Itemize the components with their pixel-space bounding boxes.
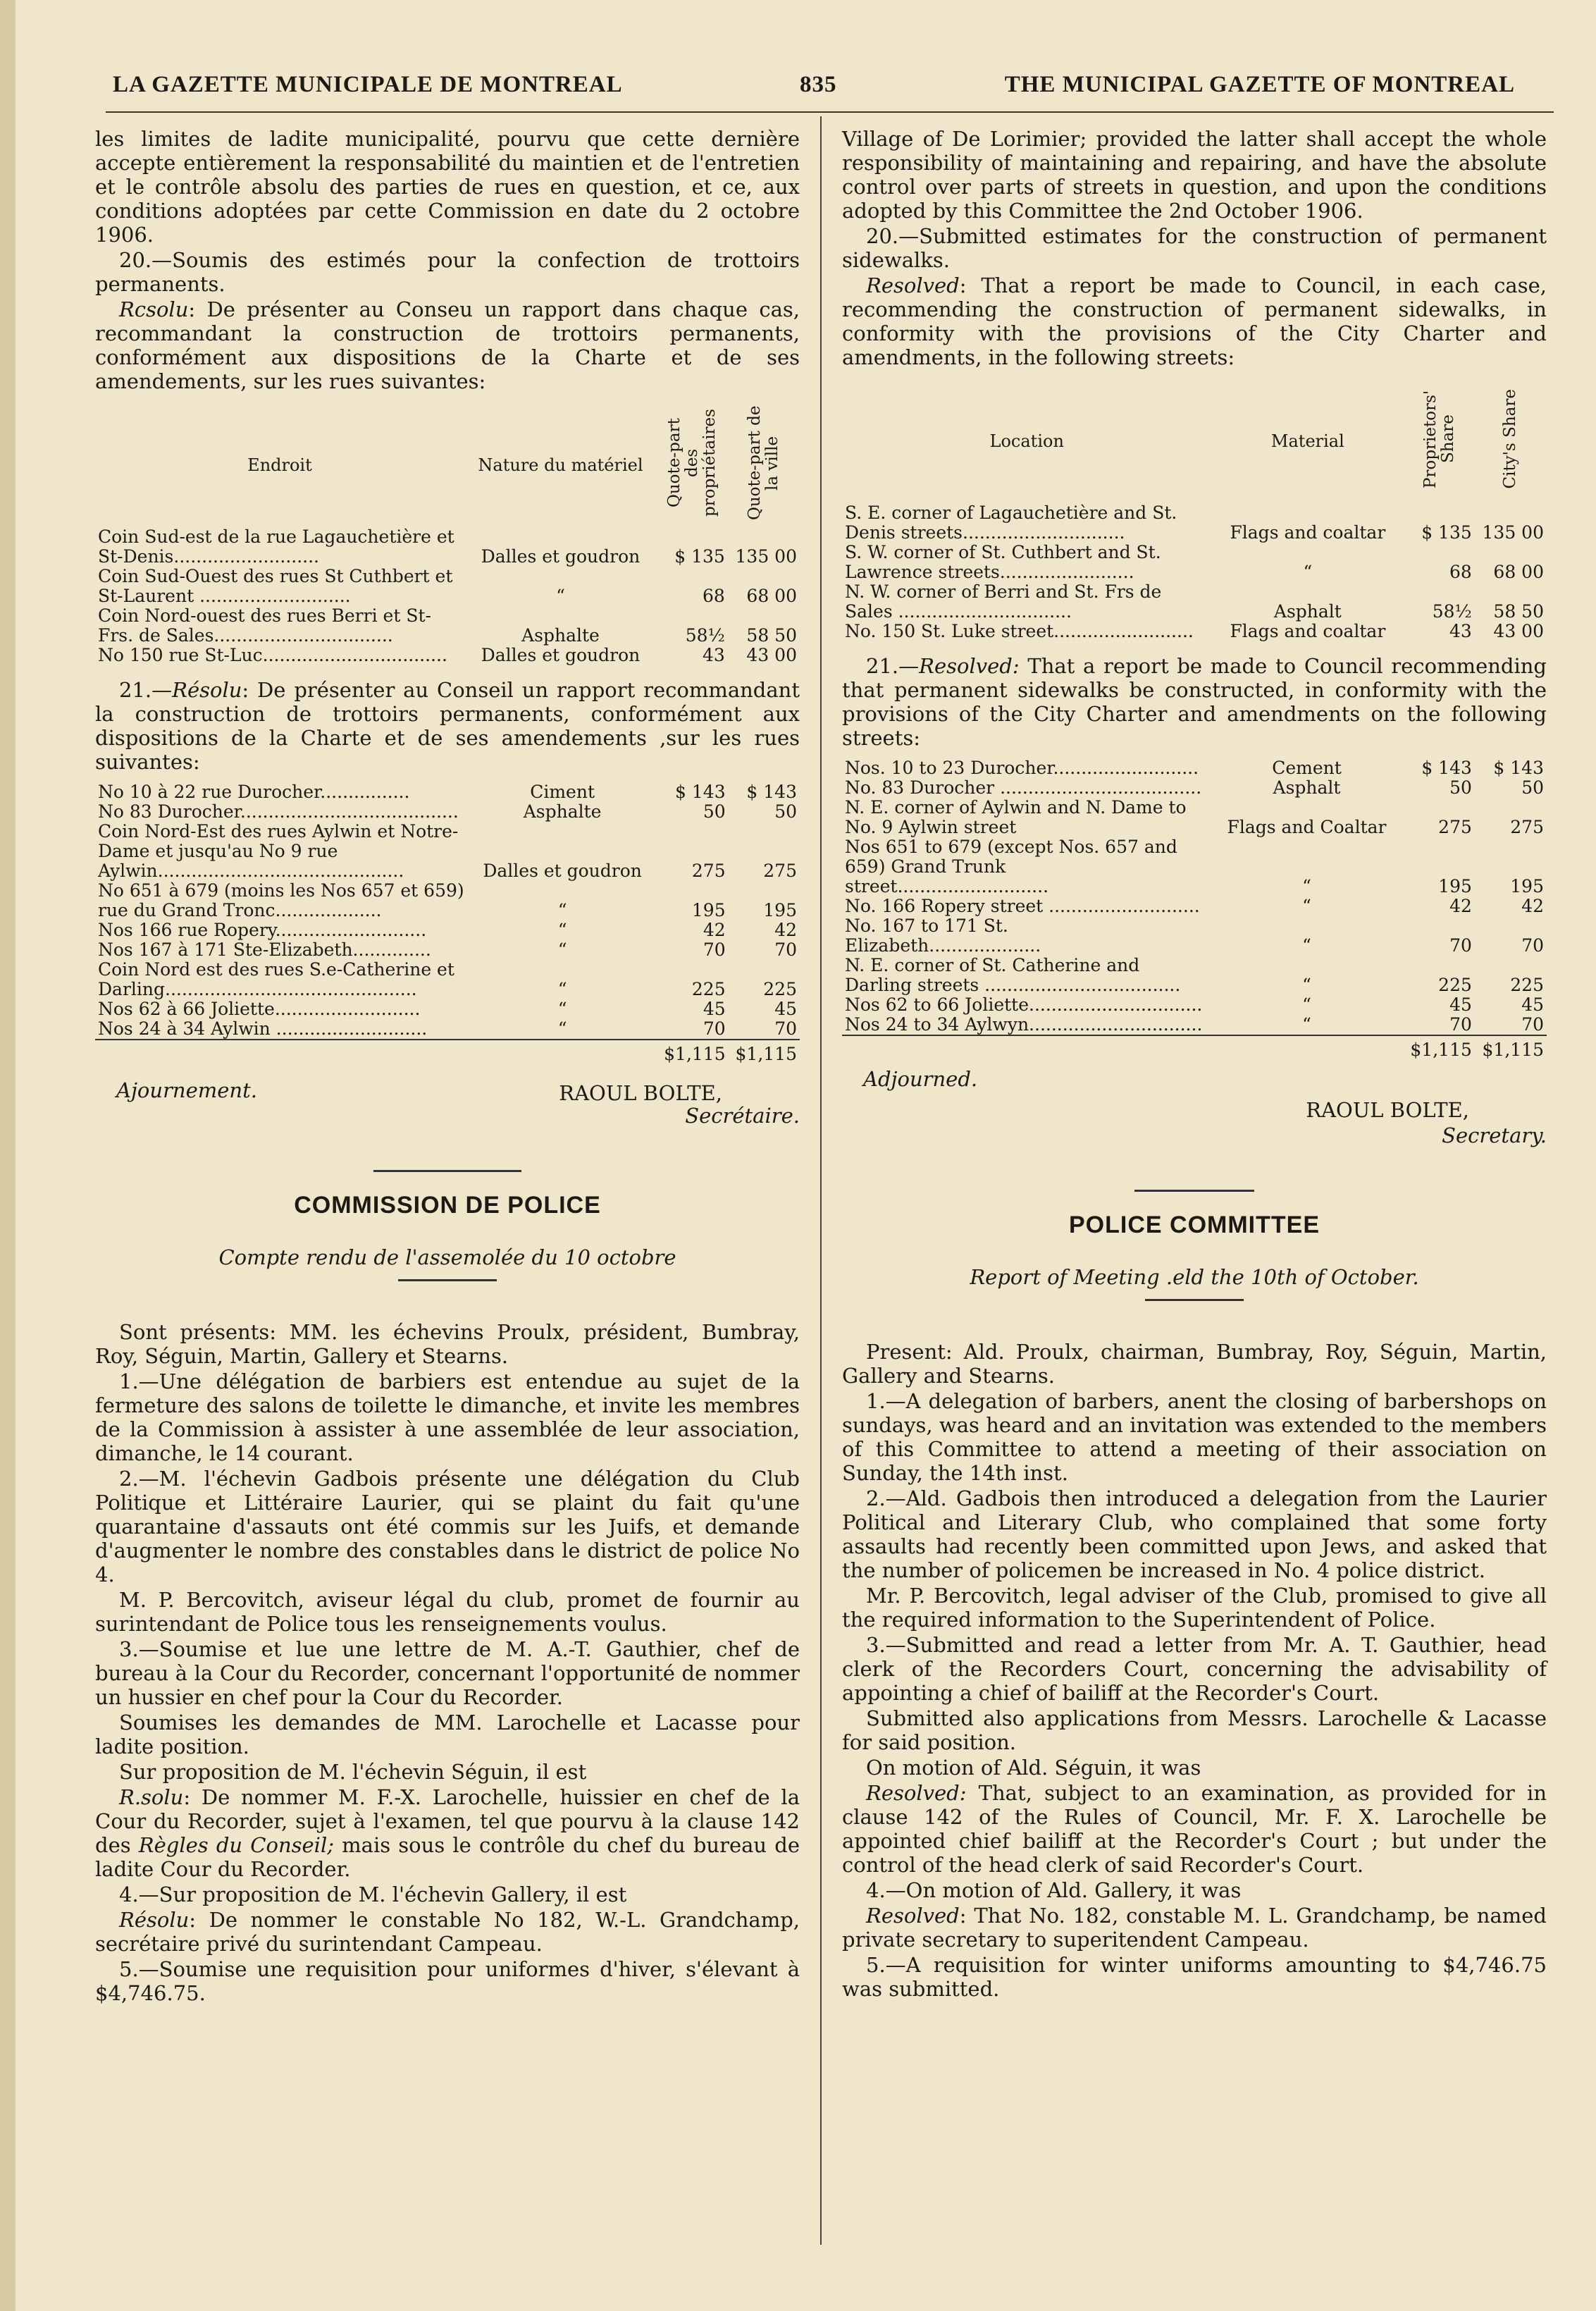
police-item-1: 1.—A delegation of barbers, anent the closing of barbershops on sundays, was heard and an invitation was extended to the members of this Committee to attend a meeting of their association on Sunday, the 14th inst.	[842, 1389, 1547, 1485]
signature-title: Secrétaire.	[685, 1104, 800, 1128]
row-location: No. 150 St. Luke street.........................	[845, 621, 1194, 641]
table-row	[842, 896, 1547, 916]
row-owners-share: 42	[1449, 896, 1472, 916]
row-city-share: 70	[774, 939, 797, 960]
resolved-label: R.solu	[119, 1785, 184, 1809]
row-city-share: 58 50	[746, 625, 797, 646]
row-city-share: 275	[763, 861, 797, 881]
table-row	[95, 999, 800, 1019]
section-subtitle: Report of Meeting .eld the 10th of October.	[970, 1265, 1419, 1289]
signature-name: RAOUL BOLTE,	[559, 1081, 722, 1105]
row-material: Asphalte	[521, 625, 600, 646]
resolved-text: : That a report be made to Council, in each case, recommending the construction of permanent sidewalks, in conformity with the provisions of the City Charter and amendments, in the following streets:	[842, 273, 1547, 369]
table-row	[842, 582, 1547, 622]
table-total-row	[95, 1040, 800, 1064]
resolved-text: : De nommer M. F.-X. Larochelle, huissier en chef de la Cour du Recorder, sujet à l'examen, tel que pourvu à la clause 142 des	[95, 1785, 800, 1857]
row-city-share: 68 00	[1493, 562, 1544, 582]
table-row	[842, 622, 1547, 641]
table-row	[842, 543, 1547, 582]
resolved-label: Resolved	[866, 273, 960, 297]
row-location: No 651 à 679 (moins les Nos 657 et 659) rue du Grand Tronc...................	[98, 880, 464, 920]
table-row	[95, 960, 800, 999]
row-location: No 83 Durocher.......................................	[98, 801, 459, 822]
row-owners-share: 58½	[1432, 601, 1472, 622]
table-row	[95, 646, 800, 665]
item-number: 21.—	[119, 678, 173, 702]
table-row	[842, 995, 1547, 1015]
row-location: Coin Sud-est de la rue Lagauchetière et St-Denis..........................	[98, 526, 454, 567]
row-material: “	[1302, 935, 1311, 956]
row-material: Dalles et goudron	[481, 546, 641, 567]
row-material: “	[1302, 876, 1311, 896]
section-rule	[373, 1170, 521, 1172]
row-owners-share: $ 143	[1421, 758, 1472, 778]
row-city-share: 58 50	[1493, 601, 1544, 622]
row-material: “	[1302, 896, 1311, 916]
row-city-share: 42	[1521, 896, 1544, 916]
row-material: Asphalt	[1273, 777, 1341, 798]
table-row	[842, 503, 1547, 543]
french-column	[95, 127, 800, 2007]
row-city-share: 43 00	[746, 645, 797, 665]
table-row	[95, 782, 800, 802]
row-owners-share: 68	[1449, 562, 1472, 582]
resolved-text-end: mais sous le contrôle du chef du bureau de ladite Cour du Recorder.	[95, 1833, 800, 1881]
row-location: Coin Nord-ouest des rues Berri et St-Frs. de Sales................................	[98, 605, 431, 646]
police-item-2: 2.—Ald. Gadbois then introduced a delegation from the Laurier Political and Literary Club, who complained that some forty assaults had recently been committed upon Jews, and asked that the number of policemen be increased in No. 4 police district.	[842, 1486, 1547, 1582]
row-location: N. W. corner of Berri and St. Frs de Sales ...............................	[845, 581, 1162, 622]
adjourned-label: Adjourned.	[863, 1067, 978, 1091]
table-row	[842, 916, 1547, 956]
table-row	[95, 1019, 800, 1040]
table-total-row	[842, 1035, 1547, 1060]
page-header	[113, 65, 1515, 107]
table-row	[842, 956, 1547, 995]
col-header-city: City's Share	[1501, 389, 1520, 489]
row-owners-share: 43	[703, 645, 725, 665]
table-header	[842, 379, 1547, 503]
row-owners-share: 45	[1449, 994, 1472, 1015]
row-location: Nos 24 to 34 Aylwyn...............................	[845, 1014, 1203, 1035]
resolved-label: Rcsolu	[119, 297, 189, 321]
row-city-share: 70	[774, 1018, 797, 1039]
row-owners-share: 225	[1438, 975, 1472, 995]
header-right-title: THE MUNICIPAL GAZETTE OF MONTREAL	[1004, 72, 1515, 97]
police-item-4b	[842, 1904, 1547, 1952]
police-item-4: 4.—Sur proposition de M. l'échevin Gallery, il est	[119, 1882, 627, 1906]
subtitle-rule	[1145, 1299, 1244, 1301]
row-material: “	[557, 920, 567, 940]
row-location: Nos 62 to 66 Joliette...............................	[845, 994, 1203, 1015]
row-owners-share: $ 135	[1421, 522, 1472, 543]
table-row	[95, 920, 800, 940]
total-city-share: $1,115	[1475, 1035, 1547, 1060]
resolved-text: That, subject to an examination, as provided for in clause 142 of the Rules of Council, Mr. F. X. Larochelle be appointed chief bailiff at the Recorder's Court ; but under the control of the head clerk of said Recorder's Court.	[842, 1781, 1547, 1877]
row-city-share: 195	[763, 900, 797, 920]
row-city-share: 225	[1510, 975, 1544, 995]
row-owners-share: 50	[703, 801, 726, 822]
table-row	[842, 798, 1547, 837]
police-item-3b: Soumises les demandes de MM. Larochelle et Lacasse pour ladite position.	[95, 1711, 800, 1758]
row-location: No. 83 Durocher ....................................	[845, 777, 1202, 798]
row-material: Dalles et goudron	[481, 645, 641, 665]
intro-paragraph: les limites de ladite municipalité, pourvu que cette dernière accepte entièrement la responsabilité du maintien et de l'entretien et le contrôle absolu des parties de rues en question, et ce, aux conditions adoptées par cette Commission en date du 2 octobre 1906.	[95, 127, 800, 247]
row-owners-share: 195	[1438, 876, 1472, 896]
police-item-3: 3.—Soumise et lue une lettre de M. A.-T. Gauthier, chef de bureau à la Cour du Recorder, concernant l'opportunité de nommer un hussier en chef pour la Cour du Recorder.	[95, 1637, 800, 1709]
table-row	[95, 567, 800, 606]
row-material: “	[557, 900, 567, 920]
row-owners-share: $ 135	[674, 546, 725, 567]
header-left-title: LA GAZETTE MUNICIPALE DE MONTREAL	[113, 72, 623, 97]
row-city-share: 45	[1521, 994, 1544, 1015]
row-material: Dalles et goudron	[483, 861, 642, 881]
row-location: N. E. corner of St. Catherine and Darling streets ...................................	[845, 955, 1181, 995]
row-city-share: 195	[1510, 876, 1544, 896]
row-location: No 10 à 22 rue Durocher................	[98, 782, 410, 802]
row-city-share: 135 00	[735, 546, 797, 567]
row-location: Nos 24 à 34 Aylwin ...........................	[98, 1018, 428, 1039]
item-21	[95, 678, 800, 774]
police-item-2: 2.—M. l'échevin Gadbois présente une délégation du Club Politique et Littéraire Laurier, qui se plaint du fait qu'une quarantaine d'assauts ont été commis sur les Juifs, et demande d'augmenter le nombre des constables dans le district de police No 4.	[95, 1467, 800, 1586]
resolved-text: : De nommer le constable No 182, W.-L. Grandchamp, secrétaire privé du surintendant Campeau.	[95, 1908, 800, 1956]
row-city-share: 68 00	[746, 586, 797, 606]
row-city-share: $ 143	[746, 782, 797, 802]
col-header-city: Quote-part de la ville	[745, 405, 781, 521]
table-row	[95, 881, 800, 920]
row-owners-share: 42	[703, 920, 726, 940]
table-row	[95, 822, 800, 881]
table-row	[842, 758, 1547, 778]
rules-title: Règles du Conseil;	[138, 1833, 334, 1857]
police-item-3c: On motion of Ald. Séguin, it was	[866, 1756, 1201, 1780]
english-column	[842, 127, 1547, 2002]
row-city-share: 50	[1521, 777, 1544, 798]
police-item-5: 5.—A requisition for winter uniforms amounting to $4,746.75 was submitted.	[842, 1953, 1547, 2001]
row-material: “	[557, 939, 567, 960]
resolved-label: Resolved	[866, 1904, 960, 1928]
table-row	[95, 527, 800, 567]
row-city-share: 135 00	[1482, 522, 1544, 543]
intro-paragraph: Village of De Lorimier; provided the latter shall accept the whole responsibility of maintaining and repairing, and have the absolute control over parts of streets in question, and upon the conditions adopted by this Committee the 2nd October 1906.	[842, 127, 1547, 223]
police-item-3: 3.—Submitted and read a letter from Mr. A. T. Gauthier, head clerk of the Recorders Court, concerning the advisability of appointing a chief of bailiff at the Recorder's Court.	[842, 1633, 1547, 1705]
item-number: 21.—	[866, 654, 920, 678]
total-owners-share: $1,115	[657, 1040, 728, 1064]
resolved-label: Résolu	[172, 678, 242, 702]
item-20-resolution	[842, 273, 1547, 369]
police-item-3b: Submitted also applications from Messrs. Larochelle & Lacasse for said position.	[842, 1706, 1547, 1754]
table-row	[842, 778, 1547, 798]
row-material: “	[1302, 975, 1311, 995]
row-material: “	[557, 1018, 567, 1039]
row-owners-share: 275	[691, 861, 726, 881]
sidewalk-table-2	[842, 758, 1547, 1060]
row-location: Nos 167 à 171 Ste-Elizabeth..............	[98, 939, 431, 960]
item-20: 20.—Soumis des estimés pour la confection de trottoirs permanents.	[95, 248, 800, 296]
sidewalk-table-1	[842, 379, 1547, 641]
row-location: Coin Nord est des rues S.e-Catherine et Darling.............................................	[98, 959, 454, 999]
row-owners-share: 70	[703, 1018, 726, 1039]
row-city-share: 43 00	[1493, 621, 1544, 641]
row-material: Asphalte	[523, 801, 602, 822]
row-location: Coin Sud-Ouest des rues St Cuthbert et St-Laurent ...........................	[98, 566, 453, 606]
police-item-1: 1.—Une délégation de barbiers est entendue au sujet de la fermeture des salons de toilette le dimanche, et invite les membres de la Commission à assister à une assemblée de leur association, dimanche, le 14 courant.	[95, 1369, 800, 1465]
row-city-share: 70	[1521, 1014, 1544, 1035]
section-title: POLICE COMMITTEE	[1069, 1212, 1320, 1238]
row-material: Flags and Coaltar	[1227, 817, 1387, 837]
row-location: Nos 62 à 66 Joliette..........................	[98, 999, 421, 1019]
signature-title: Secretary.	[1442, 1123, 1547, 1147]
police-item-3c: Sur proposition de M. l'échevin Séguin, il est	[119, 1760, 587, 1784]
row-location: No 150 rue St-Luc.................................	[98, 645, 447, 665]
table-row	[842, 1015, 1547, 1035]
sidewalk-table-1	[95, 403, 800, 665]
row-city-share: 50	[774, 801, 797, 822]
row-owners-share: 70	[703, 939, 726, 960]
row-material: “	[556, 586, 565, 606]
table-row	[95, 606, 800, 646]
section-subtitle: Compte rendu de l'assemolée du 10 octobre	[218, 1245, 676, 1269]
row-city-share: 275	[1510, 817, 1544, 837]
col-header-material: Nature du matériel	[478, 455, 643, 475]
col-header-owners: Quote-part des propriétaires	[664, 409, 719, 517]
police-item-5: 5.—Soumise une requisition pour uniformes d'hiver, s'élevant à $4,746.75.	[95, 1957, 800, 2005]
col-header-location: Location	[989, 431, 1064, 451]
total-city-share: $1,115	[729, 1040, 800, 1064]
row-location: No. 167 to 171 St. Elizabeth....................	[845, 916, 1041, 956]
page-edge-shadow	[0, 0, 16, 2311]
row-city-share: $ 143	[1493, 758, 1544, 778]
section-title: COMMISSION DE POLICE	[294, 1192, 601, 1219]
subtitle-rule	[398, 1279, 497, 1281]
row-material: Cement	[1272, 758, 1342, 778]
row-location: S. W. corner of St. Cuthbert and St. Lawrence streets........................	[845, 542, 1161, 582]
row-location: Nos 166 rue Ropery...........................	[98, 920, 427, 940]
row-material: Flags and coaltar	[1230, 522, 1386, 543]
item-20-resolution	[95, 297, 800, 393]
resolved-label: Résolu	[119, 1908, 190, 1932]
resolved-text: That a report be made to Council recommending that permanent sidewalks be constructed, in conformity with the provisions of the City Charter and amendments on the following streets:	[842, 654, 1547, 750]
police-item-3d	[95, 1785, 800, 1881]
adjourned-text	[863, 1067, 1547, 1091]
header-rule	[106, 111, 1554, 113]
police-item-4b	[95, 1908, 800, 1956]
col-header-location: Endroit	[247, 455, 312, 475]
row-owners-share: 45	[703, 999, 726, 1019]
row-owners-share: $ 143	[675, 782, 726, 802]
row-city-share: 70	[1521, 935, 1544, 956]
row-material: “	[1302, 994, 1311, 1015]
row-owners-share: 43	[1449, 621, 1472, 641]
table-header	[95, 403, 800, 527]
resolved-text: : That No. 182, constable M. L. Grandchamp, be named private secretary to superitendent Campeau.	[842, 1904, 1547, 1952]
table-row	[95, 940, 800, 960]
row-location: S. E. corner of Lagauchetière and St. Denis streets.............................	[845, 503, 1177, 543]
table-row	[95, 802, 800, 822]
present-paragraph: Present: Ald. Proulx, chairman, Bumbray, Roy, Séguin, Martin, Gallery and Stearns.	[842, 1340, 1547, 1388]
row-city-share: 45	[774, 999, 797, 1019]
row-owners-share: 50	[1449, 777, 1472, 798]
row-owners-share: 195	[691, 900, 726, 920]
item-20: 20.—Submitted estimates for the construction of permanent sidewalks.	[842, 224, 1547, 272]
row-owners-share: 58½	[685, 625, 725, 646]
col-header-material: Material	[1270, 431, 1344, 451]
police-item-2b: M. P. Bercovitch, aviseur légal du club, promet de fournir au surintendant de Police tous les renseignements voulus.	[95, 1588, 800, 1636]
total-owners-share: $1,115	[1403, 1035, 1475, 1060]
row-material: “	[557, 999, 567, 1019]
row-material: “	[1302, 1014, 1311, 1035]
row-owners-share: 68	[703, 586, 725, 606]
resolved-text: : De présenter au Conseil un rapport recommandant la construction de trottoirs permanents, conformément aux dispositions de la Charte et de ses amendements ,sur les rues suivantes:	[95, 678, 800, 774]
table-row	[842, 837, 1547, 896]
row-location: N. E. corner of Aylwin and N. Dame to No. 9 Aylwin street	[845, 797, 1187, 837]
row-location: No. 166 Ropery street ...........................	[845, 896, 1200, 916]
row-owners-share: 70	[1449, 1014, 1472, 1035]
present-paragraph: Sont présents: MM. les échevins Proulx, président, Bumbray, Roy, Séguin, Martin, Gallery et Stearns.	[95, 1320, 800, 1368]
column-divider	[820, 116, 822, 2245]
row-material: Ciment	[530, 782, 595, 802]
police-item-2b: Mr. P. Bercovitch, legal adviser of the Club, promised to give all the required information to the Superintendent of Police.	[842, 1584, 1547, 1632]
page-number: 835	[800, 72, 837, 97]
row-city-share: 225	[763, 979, 797, 999]
item-21	[842, 654, 1547, 750]
row-city-share: 42	[774, 920, 797, 940]
row-material: “	[557, 979, 567, 999]
police-item-4: 4.—On motion of Ald. Gallery, it was	[866, 1878, 1242, 1902]
col-header-owners: Proprietors' Share	[1421, 390, 1457, 488]
resolved-label: Resolved:	[866, 1781, 967, 1805]
row-material: Asphalt	[1273, 601, 1342, 622]
row-material: “	[1303, 562, 1313, 582]
signature-name: RAOUL BOLTE,	[1306, 1098, 1469, 1122]
row-location: Coin Nord-Est des rues Aylwin et Notre-Dame et jusqu'au No 9 rue Aylwin............................................	[98, 821, 459, 881]
adjourned-text: Ajournement.	[116, 1078, 257, 1102]
row-owners-share: 70	[1449, 935, 1472, 956]
row-owners-share: 275	[1438, 817, 1472, 837]
row-material: Flags and coaltar	[1230, 621, 1386, 641]
police-item-3d	[842, 1781, 1547, 1877]
row-owners-share: 225	[691, 979, 726, 999]
sidewalk-table-2	[95, 782, 800, 1064]
row-location: Nos 651 to 679 (except Nos. 657 and 659) Grand Trunk street...........................	[845, 837, 1177, 896]
section-rule	[1134, 1190, 1254, 1192]
row-location: Nos. 10 to 23 Durocher..........................	[845, 758, 1199, 778]
resolved-text: : De présenter au Conseu un rapport dans chaque cas, recommandant la construction de trottoirs permanents, conformément aux dispositions de la Charte et de ses amendements, sur les rues suivantes:	[95, 297, 800, 393]
resolved-label: Resolved:	[919, 654, 1020, 678]
